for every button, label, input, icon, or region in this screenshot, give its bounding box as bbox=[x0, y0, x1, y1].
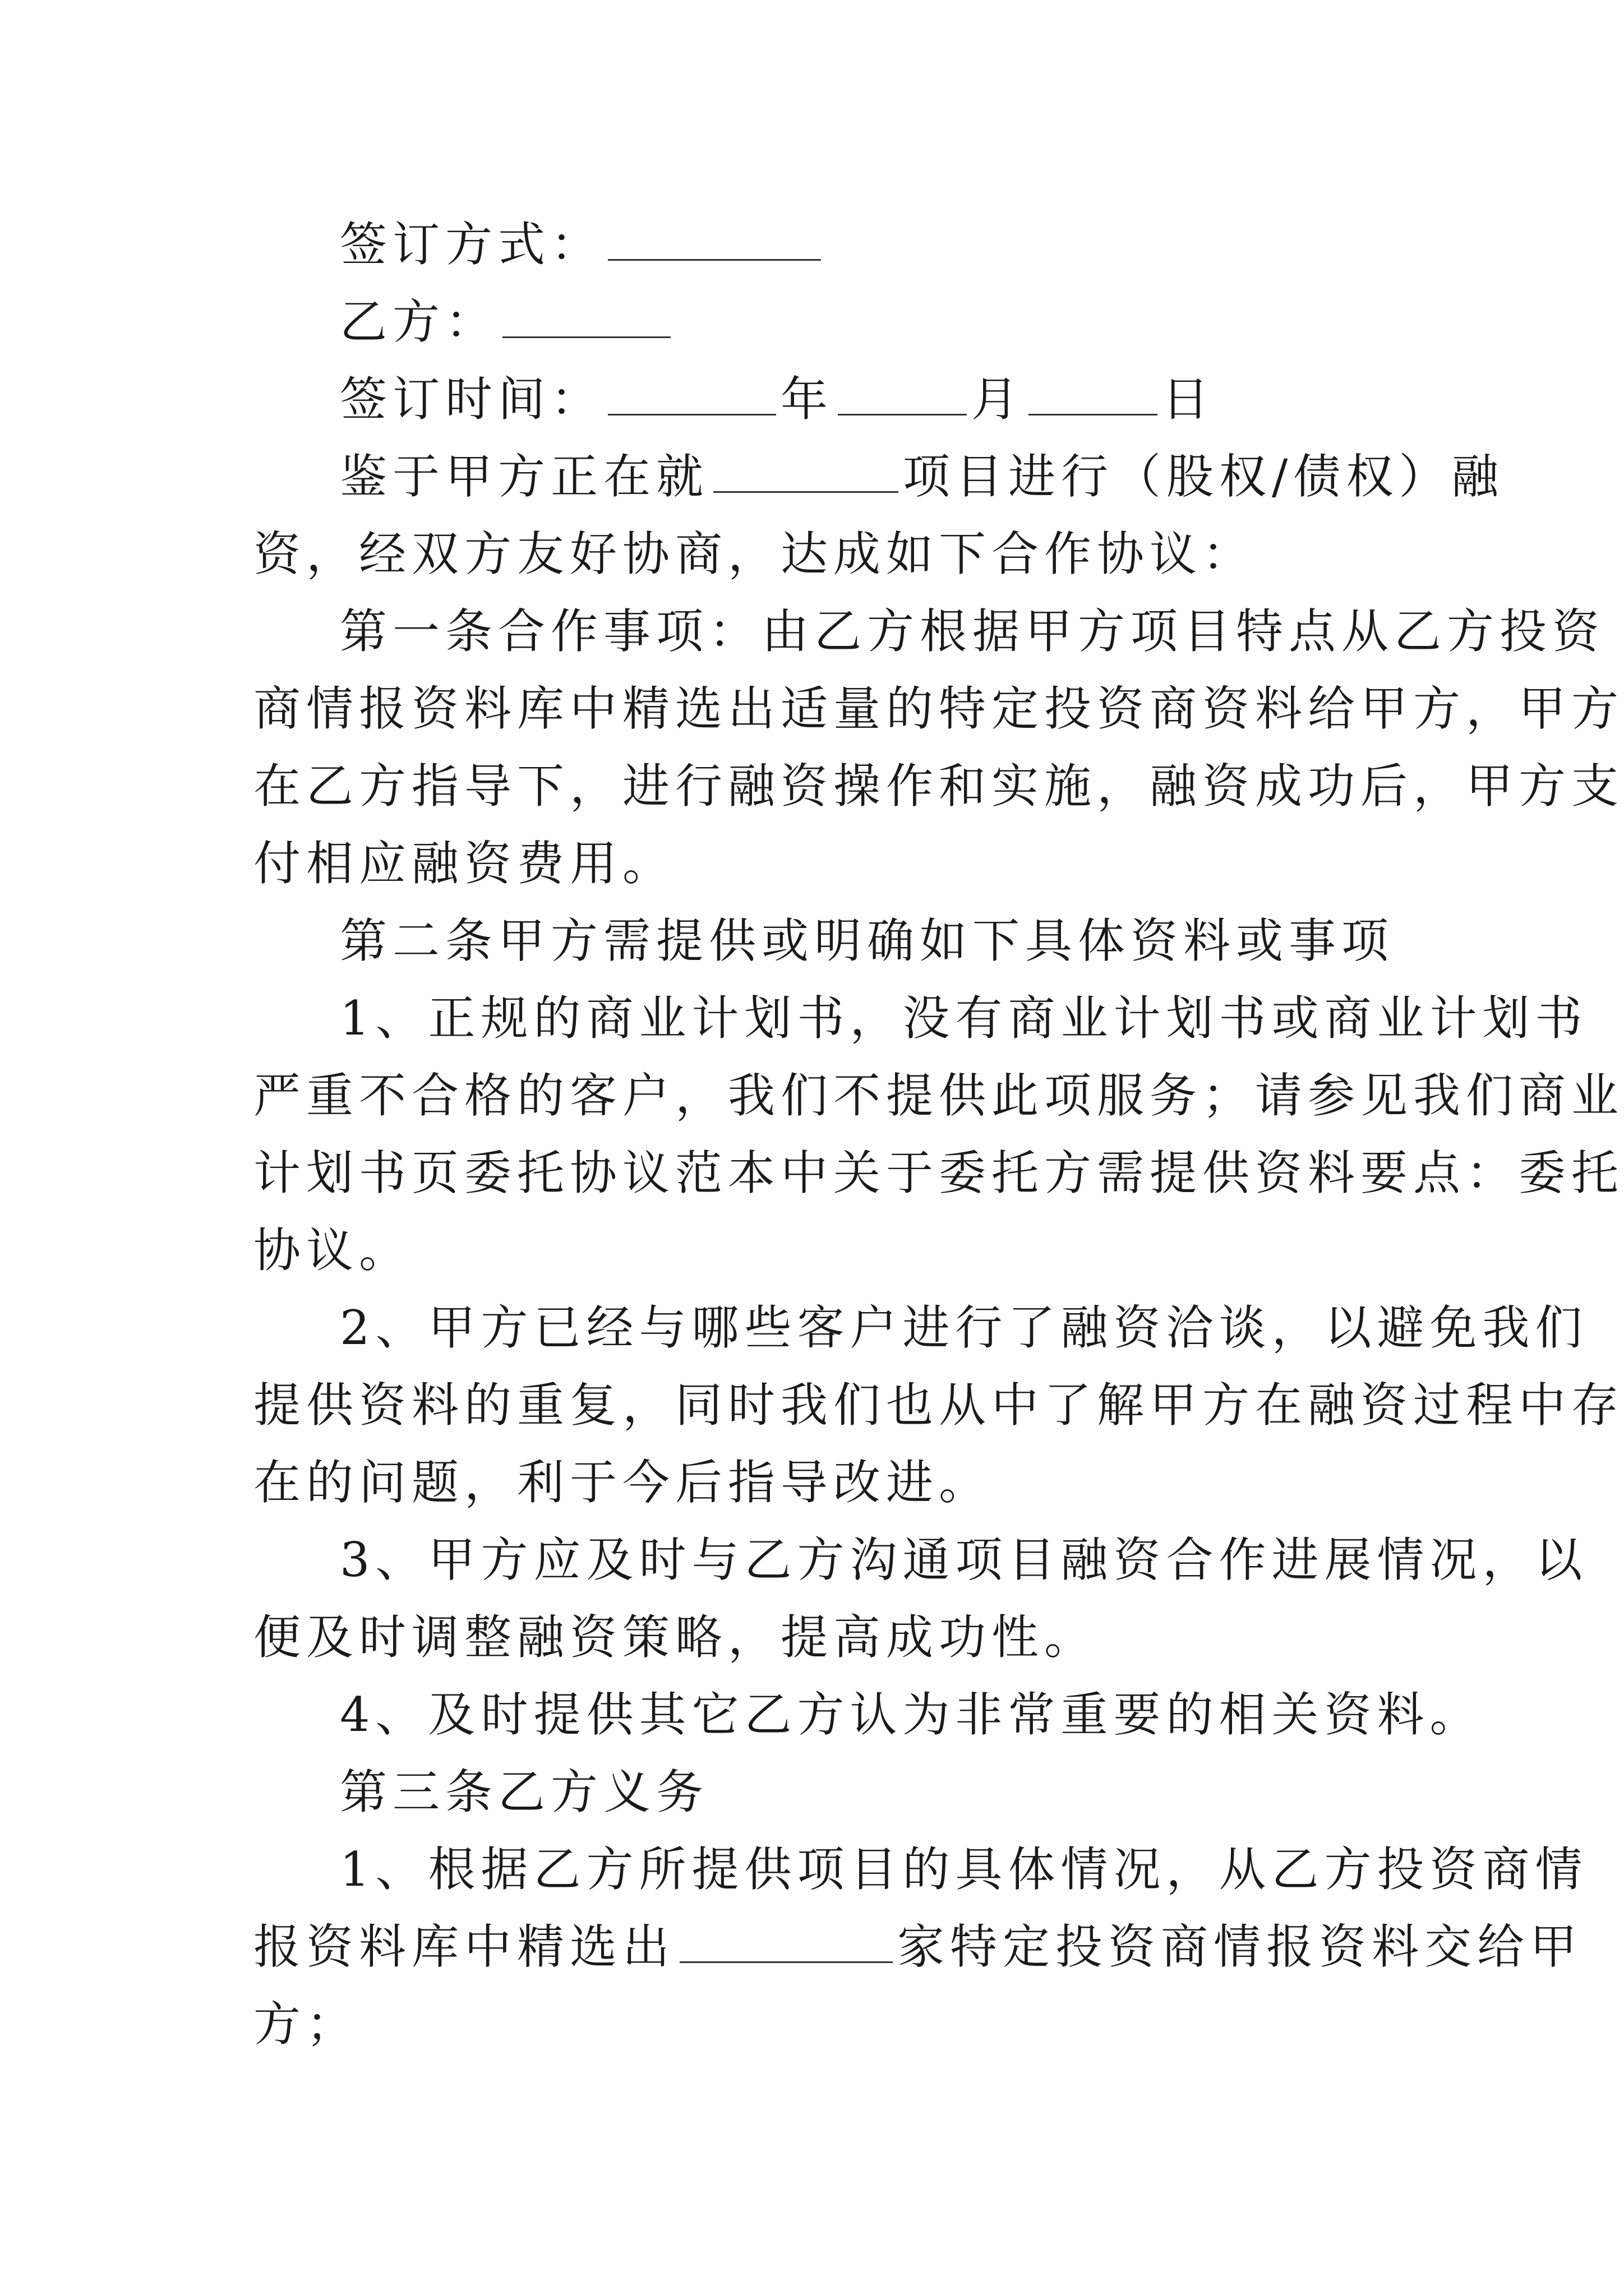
article1-line-3: 在乙方指导下，进行融资操作和实施，融资成功后，甲方支 bbox=[253, 759, 1624, 814]
intro-text-a: 鉴于甲方正在就 bbox=[340, 449, 709, 504]
article2-item1-line-2: 严重不合格的客户，我们不提供此项服务；请参见我们商业 bbox=[253, 1068, 1624, 1123]
article3-text-a: 报资料库中精选出 bbox=[253, 1919, 676, 1974]
month-label: 月 bbox=[971, 372, 1025, 427]
article2-item1-line-3: 计划书页委托协议范本中关于委托方需提供资料要点：委托 bbox=[253, 1146, 1624, 1200]
year-label: 年 bbox=[781, 372, 834, 427]
investor-count-blank bbox=[680, 1922, 893, 1963]
project-blank bbox=[713, 452, 898, 493]
article1-line-4: 付相应融资费用。 bbox=[253, 836, 676, 891]
article3-item1-line-2 bbox=[253, 1909, 1583, 1985]
sign-method-blank bbox=[608, 220, 821, 261]
year-blank bbox=[608, 375, 776, 415]
sign-method-line bbox=[340, 206, 1392, 283]
article1-line-2: 商情报资料库中精选出适量的特定投资商资料给甲方，甲方 bbox=[253, 681, 1624, 736]
article3-text-b: 家特定投资商情报资料交给甲 bbox=[897, 1919, 1583, 1974]
month-blank bbox=[838, 375, 967, 415]
article2-title: 第二条甲方需提供或明确如下具体资料或事项 bbox=[340, 913, 1395, 968]
article1-line-1: 第一条合作事项：由乙方根据甲方项目特点从乙方投资 bbox=[340, 604, 1605, 659]
article2-item1-line-1: 1、正规的商业计划书，没有商业计划书或商业计划书 bbox=[340, 991, 1588, 1046]
article3-title: 第三条乙方义务 bbox=[340, 1765, 709, 1820]
article2-item2-line-2: 提供资料的重复，同时我们也从中了解甲方在融资过程中存 bbox=[253, 1378, 1624, 1433]
article2-item3-line-1: 3、甲方应及时与乙方沟通项目融资合作进展情况，以 bbox=[340, 1532, 1588, 1587]
intro-line-2: 资，经双方友好协商，达成如下合作协议： bbox=[253, 527, 1256, 581]
article3-item1-line-1: 1、根据乙方所提供项目的具体情况，从乙方投资商情 bbox=[340, 1842, 1588, 1897]
intro-line-1 bbox=[340, 438, 1505, 515]
party-b-line bbox=[340, 284, 1392, 360]
article2-item1-line-4: 协议。 bbox=[253, 1223, 412, 1278]
party-b-label: 乙方： bbox=[340, 294, 499, 349]
article2-item2-line-3: 在的问题，利于今后指导改进。 bbox=[253, 1455, 992, 1510]
article2-item2-line-1: 2、甲方已经与哪些客户进行了融资洽谈，以避免我们 bbox=[340, 1300, 1588, 1355]
sign-method-label: 签订方式： bbox=[340, 217, 604, 272]
article2-item4: 4、及时提供其它乙方认为非常重要的相关资料。 bbox=[340, 1687, 1483, 1742]
article2-item3-line-2: 便及时调整融资策略，提高成功性。 bbox=[253, 1610, 1097, 1665]
sign-time-label: 签订时间： bbox=[340, 372, 604, 427]
sign-time-line bbox=[340, 361, 1392, 437]
party-b-blank bbox=[502, 297, 671, 338]
day-label: 日 bbox=[1162, 372, 1215, 427]
day-blank bbox=[1028, 375, 1157, 415]
intro-text-b: 项目进行（股权/债权）融 bbox=[903, 449, 1505, 504]
article3-item1-line-3: 方； bbox=[253, 1997, 359, 2052]
